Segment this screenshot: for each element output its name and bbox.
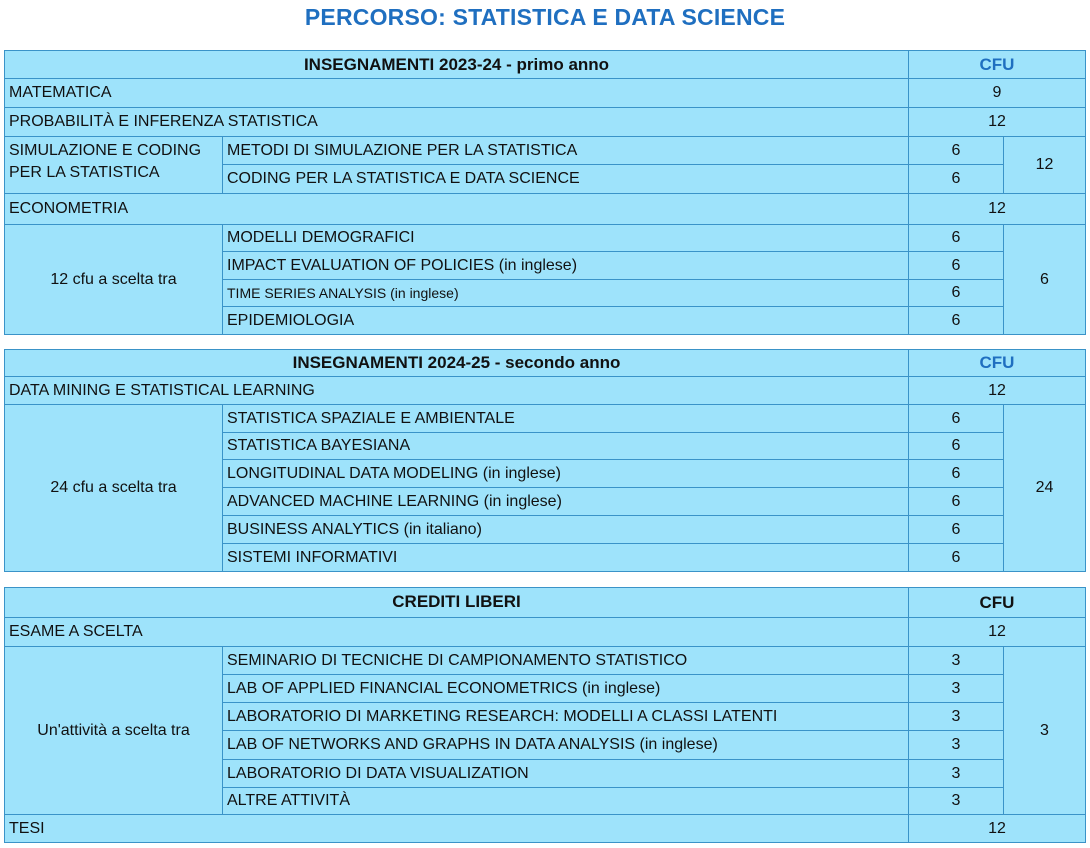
group-choice-24-label: 24 cfu a scelta tra <box>5 405 223 571</box>
table-row-matematica: MATEMATICA <box>5 79 909 108</box>
year-2-cfu-header: CFU <box>909 350 1085 377</box>
group-simulazione-total: 12 <box>1004 137 1085 194</box>
group-choice-12-label: 12 cfu a scelta tra <box>5 225 223 334</box>
group-attivita-label: Un'attività a scelta tra <box>5 647 223 815</box>
list-item-cfu: 6 <box>909 307 1004 334</box>
table-row-esame-a-scelta-cfu: 12 <box>909 618 1085 647</box>
table-row-data-mining: DATA MINING E STATISTICAL LEARNING <box>5 377 909 405</box>
list-item-cfu: 3 <box>909 675 1004 703</box>
table-crediti-liberi <box>4 587 1086 843</box>
table-year-1 <box>4 50 1086 335</box>
list-item-cfu: 6 <box>909 460 1004 488</box>
year-1-header: INSEGNAMENTI 2023-24 - primo anno <box>5 51 909 79</box>
table-row-probabilita-cfu: 12 <box>909 108 1085 137</box>
list-item: SISTEMI INFORMATIVI <box>223 544 909 571</box>
list-item-cfu: 6 <box>909 433 1004 460</box>
list-item-cfu: 3 <box>909 788 1004 815</box>
table-row-probabilita: PROBABILITÀ E INFERENZA STATISTICA <box>5 108 909 137</box>
list-item: LABORATORIO DI MARKETING RESEARCH: MODELLI A CLASSI LATENTI <box>223 703 909 731</box>
list-item: BUSINESS ANALYTICS (in italiano) <box>223 516 909 544</box>
crediti-liberi-cfu-header: CFU <box>909 588 1085 618</box>
list-item: LABORATORIO DI DATA VISUALIZATION <box>223 760 909 788</box>
list-item: ALTRE ATTIVITÀ <box>223 788 909 815</box>
list-item: LAB OF NETWORKS AND GRAPHS IN DATA ANALYSIS (in inglese) <box>223 731 909 760</box>
group-simulazione-label: SIMULAZIONE E CODING PER LA STATISTICA <box>5 137 223 194</box>
list-item: STATISTICA SPAZIALE E AMBIENTALE <box>223 405 909 433</box>
table-row-esame-a-scelta: ESAME A SCELTA <box>5 618 909 647</box>
list-item-cfu: 6 <box>909 488 1004 516</box>
year-2-header: INSEGNAMENTI 2024-25 - secondo anno <box>5 350 909 377</box>
list-item: LAB OF APPLIED FINANCIAL ECONOMETRICS (in inglese) <box>223 675 909 703</box>
list-item: METODI DI SIMULAZIONE PER LA STATISTICA <box>223 137 909 165</box>
list-item: CODING PER LA STATISTICA E DATA SCIENCE <box>223 165 909 194</box>
group-choice-24-total: 24 <box>1035 479 1054 496</box>
year-1-cfu-header: CFU <box>909 51 1085 79</box>
list-item: LONGITUDINAL DATA MODELING (in inglese) <box>223 460 909 488</box>
list-item-cfu: 3 <box>909 703 1004 731</box>
list-item-cfu: 6 <box>909 137 1004 165</box>
list-item-cfu: 6 <box>909 405 1004 433</box>
table-row-tesi-cfu: 12 <box>988 819 1006 837</box>
list-item-cfu: 6 <box>909 544 1004 571</box>
group-choice-12-total: 6 <box>1040 270 1049 288</box>
table-row-econometria: ECONOMETRIA <box>5 194 909 225</box>
table-year-2 <box>4 349 1086 572</box>
list-item-cfu: 3 <box>909 647 1004 675</box>
list-item-cfu: 6 <box>909 225 1004 252</box>
list-item: TIME SERIES ANALYSIS (in inglese) <box>223 280 909 307</box>
list-item-cfu: 6 <box>909 165 1004 194</box>
table-row-econometria-cfu: 12 <box>909 194 1085 225</box>
list-item: STATISTICA BAYESIANA <box>223 433 909 460</box>
table-row-tesi: TESI <box>5 815 909 842</box>
table-row-data-mining-cfu: 12 <box>909 377 1085 405</box>
list-item-cfu: 6 <box>909 252 1004 280</box>
crediti-liberi-header: CREDITI LIBERI <box>5 588 909 618</box>
list-item: ADVANCED MACHINE LEARNING (in inglese) <box>223 488 909 516</box>
group-attivita-total: 3 <box>1004 647 1085 815</box>
list-item: SEMINARIO DI TECNICHE DI CAMPIONAMENTO STATISTICO <box>223 647 909 675</box>
page-title: PERCORSO: STATISTICA E DATA SCIENCE <box>304 4 786 30</box>
list-item-cfu: 3 <box>909 760 1004 788</box>
list-item: EPIDEMIOLOGIA <box>223 307 909 334</box>
list-item-cfu: 6 <box>909 516 1004 544</box>
list-item: IMPACT EVALUATION OF POLICIES (in inglese) <box>223 252 909 280</box>
table-row-matematica-cfu: 9 <box>909 79 1085 108</box>
list-item-cfu: 6 <box>909 280 1004 307</box>
list-item-cfu: 3 <box>909 731 1004 760</box>
list-item: MODELLI DEMOGRAFICI <box>223 225 909 252</box>
